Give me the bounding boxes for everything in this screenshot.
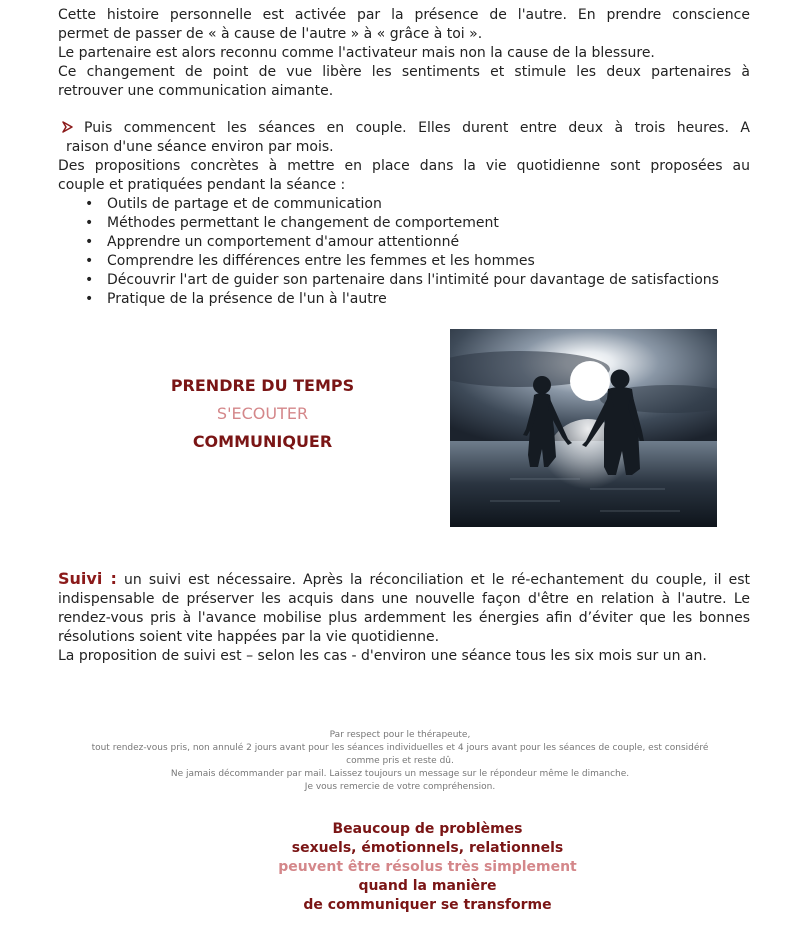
suivi-line: résolutions soient vite happées par la vie quotidienne. (58, 629, 440, 645)
slogan-line: COMMUNIQUER (192, 432, 333, 451)
proposals-list (58, 195, 719, 309)
couple-sessions-item (66, 119, 750, 157)
closing-line: Beaucoup de problèmes (332, 821, 523, 837)
slogan (90, 372, 435, 456)
suivi-label: Suivi : (58, 569, 117, 588)
arrow-right-icon (62, 119, 73, 138)
list-item: • Outils de partage et de communication (85, 196, 382, 212)
list-item: • Apprendre un comportement d'amour attentionné (85, 234, 460, 250)
suivi-line: indispensable de préserver les acquis dans une nouvelle façon d'être en relation à l'autre. Le (58, 591, 750, 607)
suivi-line: un suivi est nécessaire. Après la réconciliation et le ré-echantement du couple, il est (116, 572, 751, 588)
slogan-line: PRENDRE DU TEMPS (170, 376, 355, 395)
bullet-icon: • (85, 253, 94, 269)
list-item: • Pratique de la présence de l'un à l'autre (85, 291, 387, 307)
notice-line: Par respect pour le thérapeute, (329, 730, 471, 740)
slogan-line: S'ECOUTER (216, 404, 309, 423)
couple-sessions-line: Puis commencent les séances en couple. Elles durent entre deux à trois heures. A (84, 120, 750, 136)
couple-photo (450, 329, 717, 527)
list-item: • Comprendre les différences entre les femmes et les hommes (85, 253, 535, 269)
intro-line: permet de passer de « à cause de l'autre » à « grâce à toi ». (58, 26, 483, 42)
notice-line: tout rendez-vous pris, non annulé 2 jours avant pour les séances individuelles et 4 jours avant pour les séances de couple, est considéré (91, 743, 709, 753)
closing-line: de communiquer se transforme (303, 897, 552, 913)
cancellation-notice (60, 729, 740, 794)
list-item: • Découvrir l'art de guider son partenaire dans l'intimité pour davantage de satisfactions (85, 272, 719, 288)
proposals-line: couple et pratiquées pendant la séance : (58, 177, 346, 193)
couple-sessions-line: raison d'une séance environ par mois. (66, 139, 334, 155)
suivi-line: La proposition de suivi est – selon les cas - d'environ une séance tous les six mois sur un an. (58, 648, 707, 664)
bullet-icon: • (85, 291, 94, 307)
bullet-icon: • (85, 272, 94, 288)
list-item: • Méthodes permettant le changement de comportement (85, 215, 499, 231)
intro-line: Le partenaire est alors reconnu comme l'activateur mais non la cause de la blessure. (58, 45, 655, 61)
bullet-icon: • (85, 234, 94, 250)
proposals-paragraph (58, 157, 750, 195)
bullet-icon: • (85, 215, 94, 231)
intro-line: Cette histoire personnelle est activée par la présence de l'autre. En prendre conscience (58, 7, 750, 23)
notice-line: Je vous remercie de votre compréhension. (304, 782, 496, 792)
closing-statement (200, 820, 655, 915)
intro-line: retrouver une communication aimante. (58, 83, 334, 99)
closing-line: quand la manière (358, 878, 497, 894)
closing-line: peuvent être résolus très simplement (278, 859, 577, 875)
intro-paragraph (58, 6, 750, 101)
bullet-icon: • (85, 196, 94, 212)
notice-line: Ne jamais décommander par mail. Laissez toujours un message sur le répondeur même le dimanche. (170, 769, 630, 779)
proposals-line: Des propositions concrètes à mettre en place dans la vie quotidienne sont proposées au (58, 158, 750, 174)
closing-line: sexuels, émotionnels, relationnels (291, 840, 564, 856)
intro-line: Ce changement de point de vue libère les sentiments et stimule les deux partenaires à (58, 64, 750, 80)
suivi-paragraph (58, 569, 750, 666)
suivi-line: rendez-vous pris à l'avance mobilise plus ardemment les énergies afin d’éviter que les bonnes (58, 610, 750, 626)
notice-line: comme pris et reste dû. (346, 756, 454, 766)
